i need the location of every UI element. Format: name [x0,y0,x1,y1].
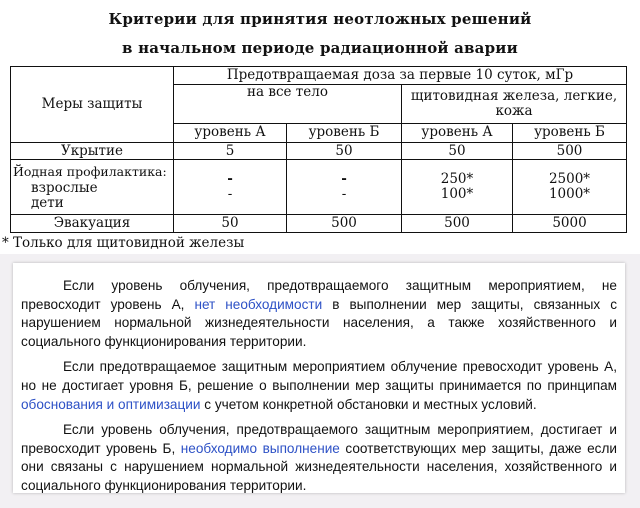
cell-children: - [341,186,347,203]
paragraph-text: Если уровень облучения, предотвращаемого защитным мероприятием, достигает и превосходит уровень Б, [21,422,617,456]
paragraph-between-levels [13,351,625,414]
paragraph-text: Если уровень облучения, предотвращаемого защитным мероприятием, не превосходит уровень А, [21,278,617,312]
header-level-b: уровень Б [513,123,627,142]
paragraph-level-a [13,263,625,351]
row-label-evacuation: Эвакуация [11,215,174,233]
table-cell [402,160,513,215]
table-cell: 5000 [513,215,627,233]
children-label: дети [31,194,64,211]
paragraph-text: в выполнении мер защиты, связанных с нарушением нормальной жизнедеятельности населения, а также хозяйственного и социального функционирования территории. [21,296,617,349]
criteria-table [10,66,627,233]
header-measures: Меры защиты [11,67,174,143]
table-cell: 50 [287,142,402,160]
cell-adults: - [341,171,347,188]
paragraph-text: с учетом конкретной обстановки и местных условий. [204,396,537,412]
cell-children: 1000* [548,186,591,203]
iodine-label: Йодная профилактика: [13,163,167,179]
table-cell: 50 [402,142,513,160]
row-label-shelter: Укрытие [11,142,174,160]
table-footnote: * Только для щитовидной железы [2,235,245,251]
cell-children: - [227,186,233,203]
header-level-a: уровень А [174,123,287,142]
row-label-iodine [11,160,174,215]
paragraph-text: соответствующих мер защиты, даже если они связаны с нарушением нормальной жизнедеятельности населения, хозяйственного и социального функционирования территории. [21,440,617,493]
header-dose: Предотвращаемая доза за первые 10 суток, мГр [174,67,627,85]
highlight-justification: обоснования и оптимизации [21,396,201,412]
table-cell [174,160,287,215]
adults-label: взрослые [31,179,98,196]
paragraph-level-b [13,414,625,495]
table-cell: 500 [287,215,402,233]
table-cell: 50 [174,215,287,233]
table-cell [287,160,402,215]
table-row-shelter [11,142,627,160]
cell-adults: - [227,171,233,188]
title-line-1: Критерии для принятия неотложных решений [108,10,532,28]
paragraph-text: Если предотвращаемое защитным мероприятием облучение превосходит уровень А, но не достигает уровня Б, решение о выполнении мер защиты принимается по принципам [21,359,617,393]
text-panel [13,263,625,493]
header-level-a: уровень А [402,123,513,142]
highlight-required: необходимо выполнение [180,440,340,456]
highlight-no-need: нет необходимости [194,296,323,312]
cell-adults: 2500* [548,171,591,188]
header-whole-body: на все тело [174,84,402,123]
table-cell [513,160,627,215]
table-row-iodine [11,160,627,215]
cell-adults: 250* [440,171,474,188]
table-row-evacuation [11,215,627,233]
table-cell: 5 [174,142,287,160]
title-line-2: в начальном периоде радиационной аварии [122,39,518,57]
header-thyroid: щитовидная железа, легкие, кожа [402,84,627,123]
table-cell: 500 [402,215,513,233]
table-cell: 500 [513,142,627,160]
header-level-b: уровень Б [287,123,402,142]
cell-children: 100* [440,186,474,203]
